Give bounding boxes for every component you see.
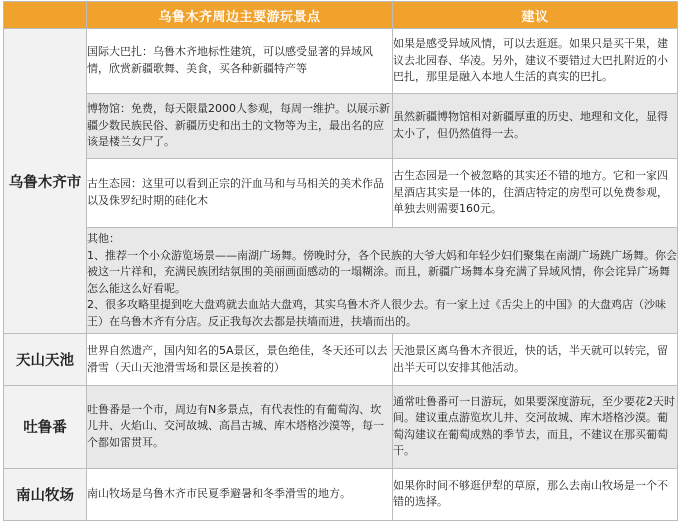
header-spots: 乌鲁木齐周边主要游玩景点	[87, 2, 393, 29]
advice-text: 如果你时间不够逛伊犁的草原，那么去南山牧场是一个不错的选择。	[393, 478, 668, 509]
spot-cell	[87, 468, 393, 520]
spot-text: 吐鲁番是一个市，周边有N多景点，有代表性的有葡萄沟、坎儿井、火焰山、交河故城、高昌古城、库木塔格沙漠等，每一个都如雷贯耳。	[87, 402, 384, 449]
table-row	[4, 93, 678, 159]
header-blank-cell	[4, 2, 87, 29]
spot-cell	[87, 385, 393, 468]
spot-cell	[87, 93, 393, 159]
spot-text: 古生态园：这里可以看到正宗的汗血马和与马相关的美术作品以及侏罗纪时期的硅化木	[87, 177, 384, 207]
table-row	[4, 468, 678, 520]
spot-text: 南山牧场是乌鲁木齐市民夏季避暑和冬季滑雪的地方。	[87, 487, 351, 501]
spot-cell	[87, 334, 393, 385]
travel-guide-table	[3, 1, 678, 521]
advice-cell	[393, 385, 678, 468]
spot-cell	[87, 159, 393, 228]
city-name-nanshan: 南山牧场	[4, 468, 87, 520]
advice-text: 天池景区离乌鲁木齐很近，快的话，半天就可以转完，留出半天可以安排其他活动。	[393, 344, 668, 374]
table-row	[4, 159, 678, 228]
city-name-urumqi: 乌鲁木齐市	[4, 29, 87, 334]
advice-text: 如果是感受异域风情，可以去逛逛。如果只是买干果，建议去北园春、华凌。另外，建议不要错过大巴扎附近的小巴扎，那里是融入本地人生活的真实的巴扎。	[393, 37, 668, 84]
advice-cell	[393, 334, 678, 385]
spot-text: 博物馆：免费，每天限量2000人参观，每周一维护。以展示新疆少数民族民俗、新疆历史和出土的文物等为主，最出名的应该是楼兰女尸了。	[87, 102, 390, 149]
advice-cell	[393, 93, 678, 159]
header-row	[4, 2, 678, 29]
other-tips-cell	[87, 227, 678, 334]
advice-cell	[393, 29, 678, 94]
spot-cell	[87, 29, 393, 94]
city-name-turpan: 吐鲁番	[4, 385, 87, 468]
advice-text: 通常吐鲁番可一日游玩，如果要深度游玩，至少要花2天时间。建议重点游览坎儿井、交河故城、库木塔格沙漠。葡萄沟建议在葡萄成熟的季节去，而且，不建议在那买葡萄干。	[393, 394, 675, 458]
spot-text: 国际大巴扎：乌鲁木齐地标性建筑，可以感受显著的异域风情，欣赏新疆歌舞、美食，买各种新疆特产等	[87, 45, 373, 75]
other-tips-text: 其他： 1、推荐一个小众游览场景——南湖广场舞。傍晚时分，各个民族的大爷大妈和年轻少妇们聚集在南湖广场跳广场舞。你会被这一片祥和，充满民族团结氛围的美丽画面感动的一塌糊涂。而且，新疆广场舞本身充满了异域风情，你会诧异广场舞怎么能这么好看呢。 2、很多攻略里提到吃大盘鸡就去血站大盘鸡，其实乌鲁木齐人很少去。有一家上过《舌尖上的中国》的大盘鸡店（沙味王）在乌鲁木齐有分店。反正我每次去都是扶墙而进，扶墙而出的。	[87, 232, 677, 328]
advice-text: 虽然新疆博物馆相对新疆厚重的历史、地理和文化，显得太小了，但仍然值得一去。	[393, 110, 668, 140]
spot-text: 世界自然遗产，国内知名的5A景区，景色绝佳，冬天还可以去滑雪（天山天池滑雪场和景区是挨着的）	[87, 344, 388, 374]
table-row	[4, 385, 678, 468]
advice-text: 古生态园是一个被忽略的其实还不错的地方。它和一家四星酒店其实是一体的，住酒店特定的房型可以免费参观，单独去则需要160元。	[393, 169, 668, 216]
table-row	[4, 334, 678, 385]
advice-cell	[393, 468, 678, 520]
advice-cell	[393, 159, 678, 228]
header-advice: 建议	[393, 2, 678, 29]
table-row	[4, 29, 678, 94]
table-row	[4, 227, 678, 334]
city-name-tianchi: 天山天池	[4, 334, 87, 385]
